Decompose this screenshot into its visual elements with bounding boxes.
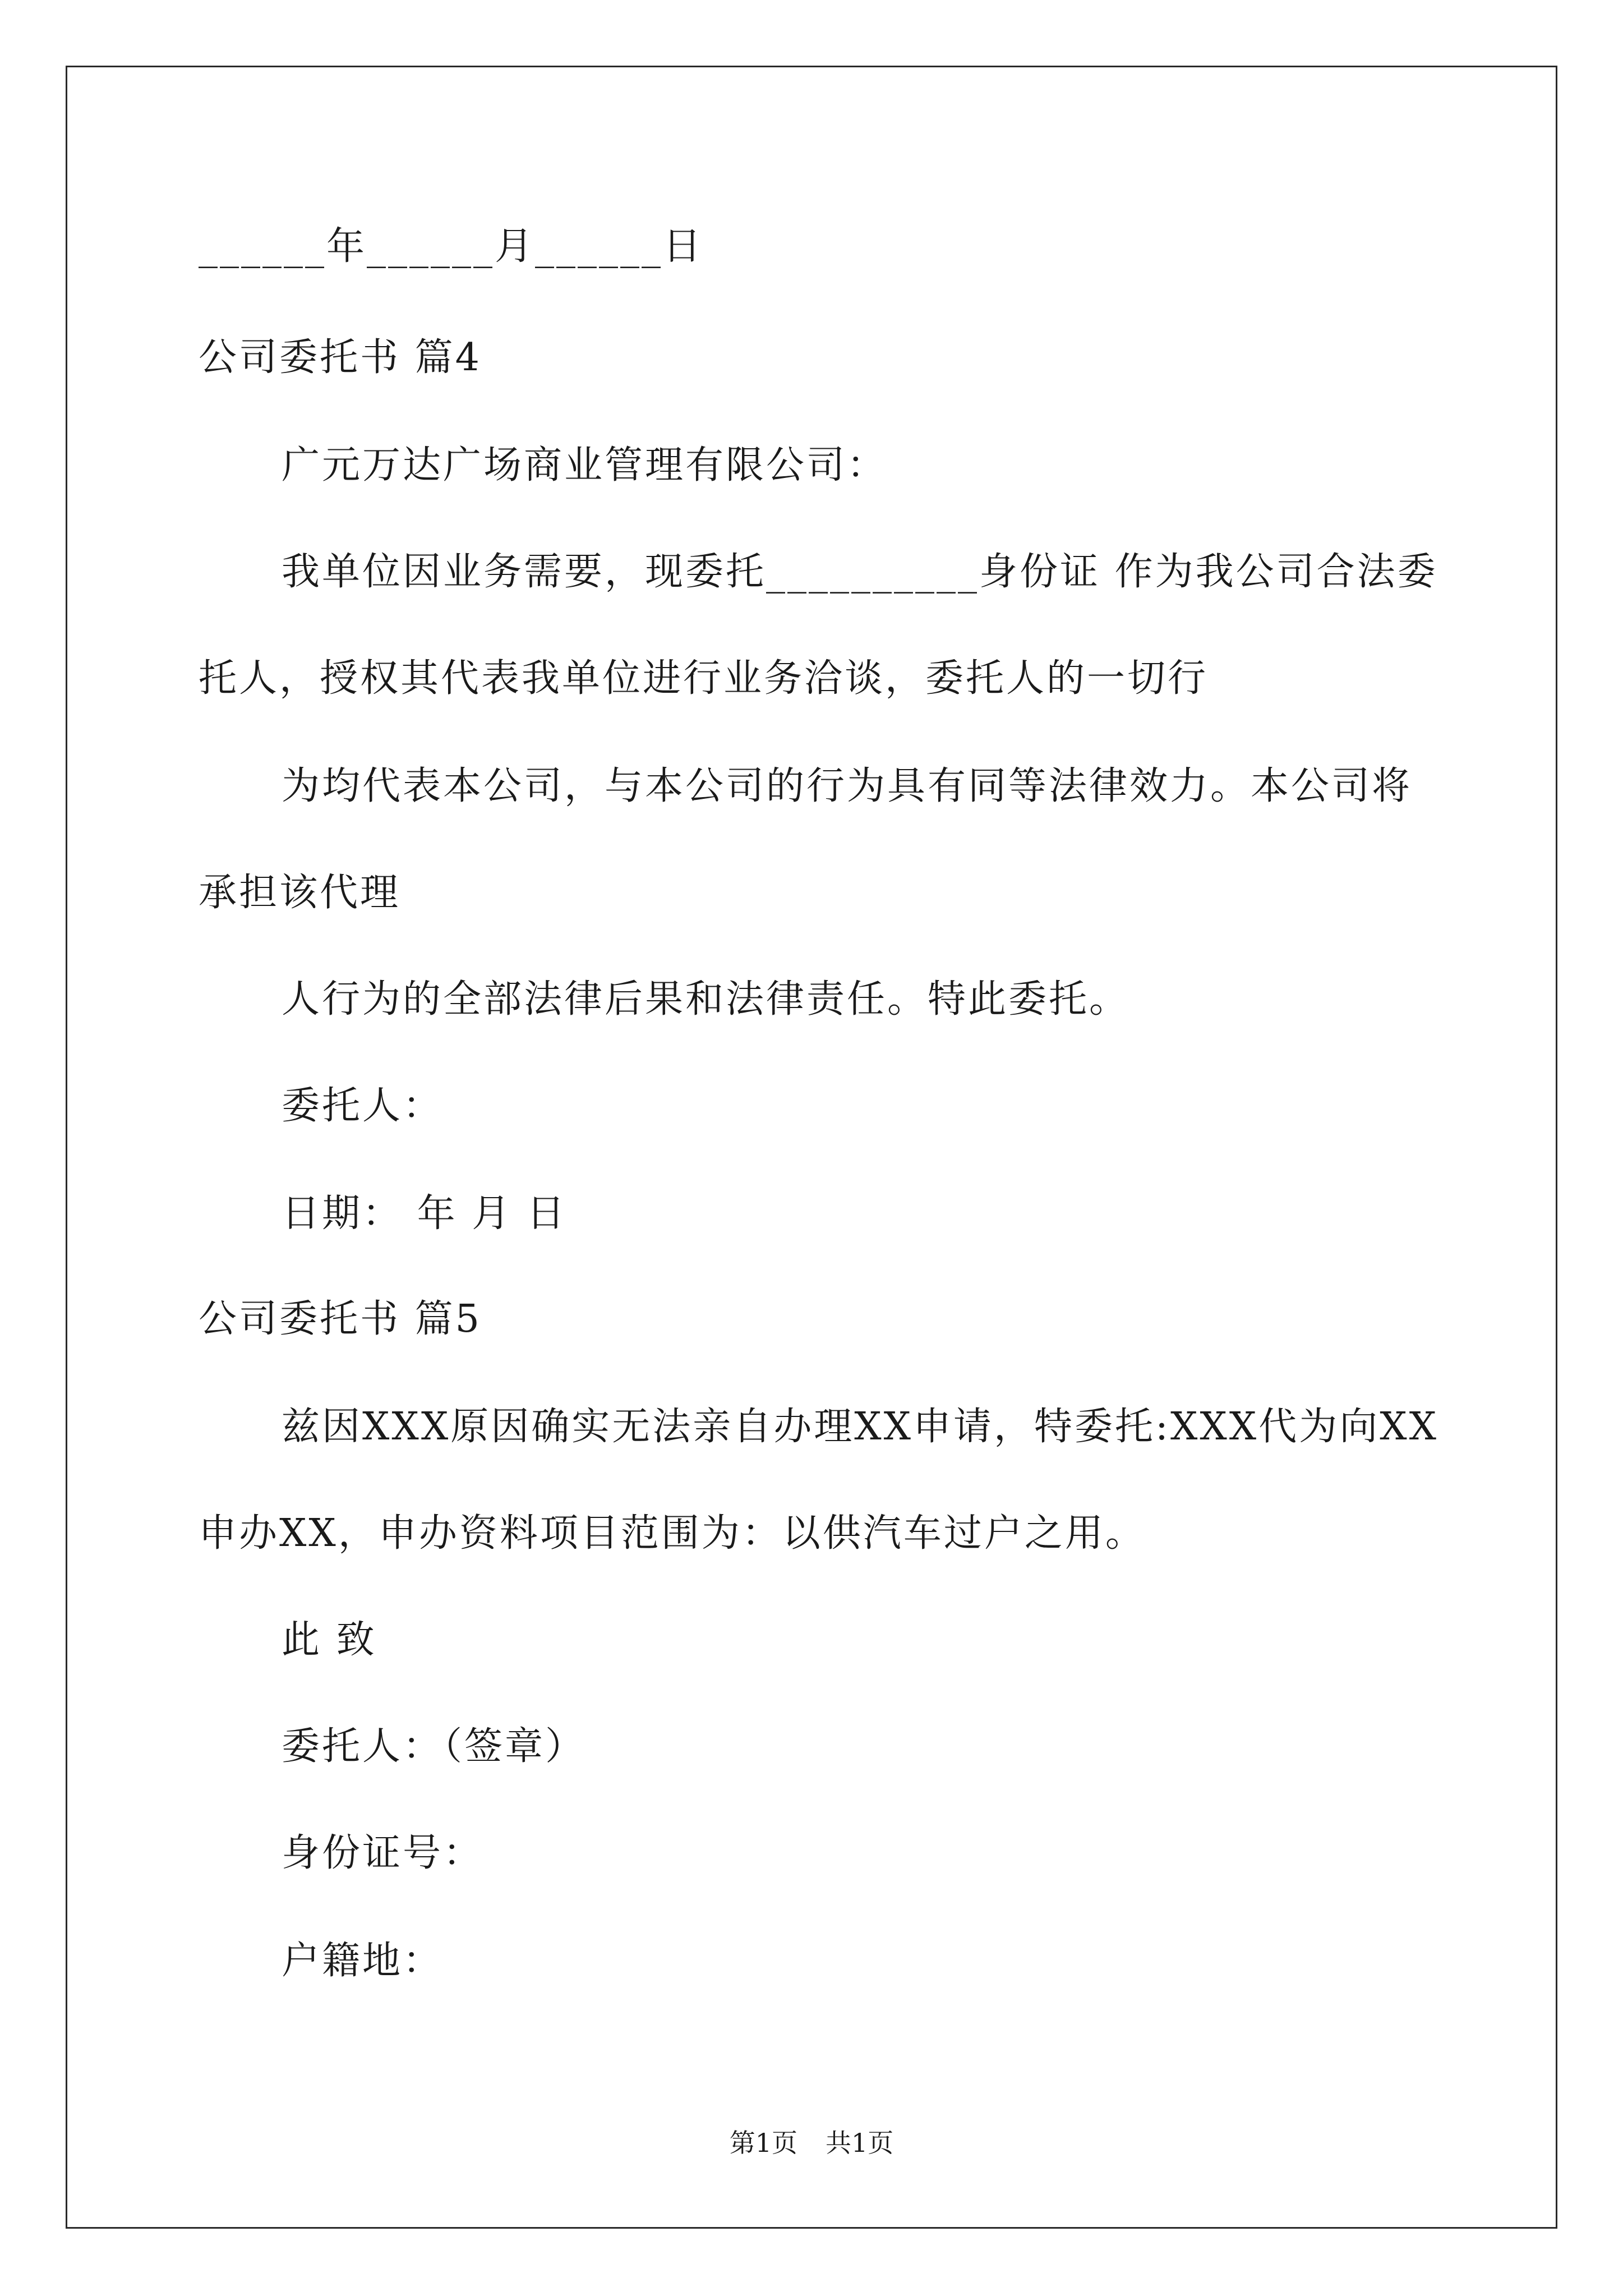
- household-register-label: 户籍地：: [282, 1939, 444, 1983]
- page-border: [66, 66, 1557, 2229]
- page-number-current: 第1页: [729, 2128, 797, 2158]
- principal-signature-label: 委托人：（签章）: [282, 1724, 586, 1769]
- paragraph-line: 为均代表本公司，与本公司的行为具有同等法律效力。本公司将: [282, 764, 1413, 808]
- paragraph-line: 人行为的全部法律后果和法律责任。特此委托。: [282, 977, 1130, 1022]
- date-blank-line: ______年______月______日: [199, 224, 704, 269]
- page-footer: [0, 2126, 1623, 2160]
- date-label: 日期： 年 月 日: [282, 1191, 567, 1236]
- page-number-total: 共1页: [826, 2128, 894, 2158]
- paragraph-line: 申办XX，申办资料项目范围为：以供汽车过户之用。: [199, 1511, 1146, 1556]
- section-heading-5: 公司委托书 篇5: [199, 1297, 482, 1341]
- id-number-label: 身份证号：: [282, 1831, 484, 1875]
- paragraph-line: 兹因XXX原因确实无法亲自办理XX申请，特委托:XXX代为向XX: [282, 1405, 1439, 1449]
- paragraph-line: 托人，授权其代表我单位进行业务洽谈，委托人的一切行: [199, 656, 1209, 701]
- section-heading-4: 公司委托书 篇4: [199, 335, 482, 380]
- principal-label: 委托人：: [282, 1084, 444, 1128]
- paragraph-line: 承担该代理: [199, 871, 401, 915]
- salutation: 此 致: [282, 1618, 377, 1662]
- paragraph-line: 我单位因业务需要，现委托__________身份证 作为我公司合法委: [282, 550, 1438, 594]
- addressee: 广元万达广场商业管理有限公司：: [282, 443, 888, 487]
